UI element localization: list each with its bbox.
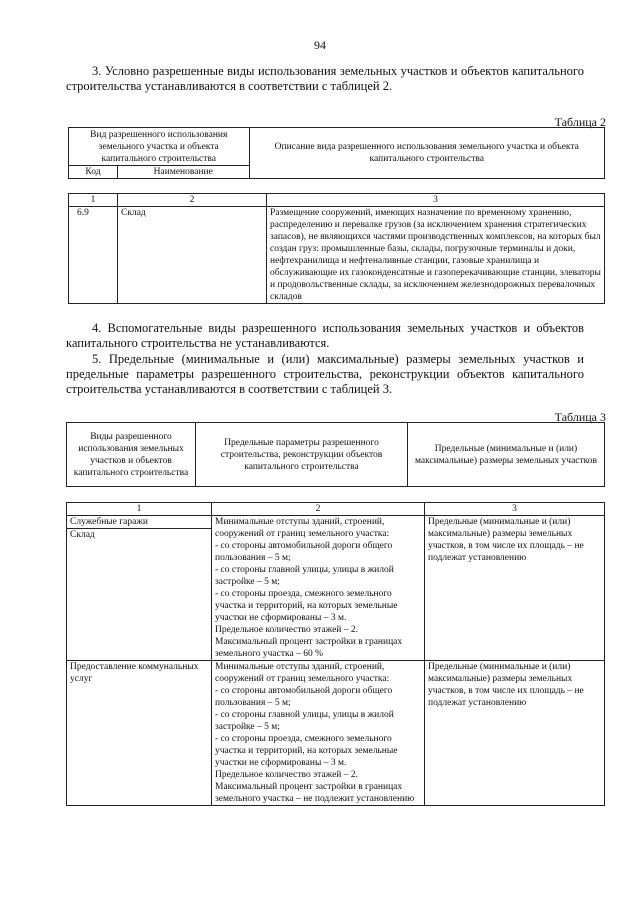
paragraph-4: 4. Вспомогательные виды разрешенного использования земельных участков и объектов капитального строительства не устанавливаются. bbox=[66, 321, 584, 350]
t3-num-3: 3 bbox=[425, 503, 605, 516]
t3-head-params: Предельные параметры разрешенного строительства, реконструкции объектов капитального строительства bbox=[196, 423, 408, 487]
t2-num-2: 2 bbox=[118, 194, 267, 207]
t2-head-use: Вид разрешенного использования земельного участка и объекта капитального строительства bbox=[69, 128, 250, 166]
t3-params-1-line: - со стороны проезда, смежного земельного участка и территорий, на которых земельные участки не сформированы – 3 м. bbox=[215, 589, 398, 623]
t3-head-use: Виды разрешенного использования земельных участков и объектов капитального строительства bbox=[67, 423, 196, 487]
table-3-caption: Таблица 3 bbox=[554, 410, 606, 424]
t3-params-2-line: Максимальный процент застройки в границах земельного участка – не подлежит установлению bbox=[215, 782, 415, 804]
t2-name: Склад bbox=[118, 207, 267, 304]
t3-params-2-line: Минимальные отступы зданий, строений, сооружений от границ земельного участка: bbox=[215, 662, 390, 684]
t3-num-2: 2 bbox=[212, 503, 425, 516]
t3-num-1: 1 bbox=[67, 503, 212, 516]
table-3-body bbox=[66, 502, 605, 806]
table-2-body bbox=[68, 193, 605, 304]
table-row bbox=[69, 207, 605, 304]
t3-size-1: Предельные (минимальные и (или) максимальные) размеры земельных участков, в том числе их площадь – не подлежат установлению bbox=[425, 516, 605, 661]
t2-head-description: Описание вида разрешенного использования земельного участка и объекта капитального строительства bbox=[249, 128, 604, 179]
t3-params-2-line: - со стороны главной улицы, улицы в жилой застройке – 5 м; bbox=[215, 710, 394, 732]
t2-head-code: Код bbox=[69, 166, 118, 179]
t3-use-warehouse: Склад bbox=[67, 529, 212, 661]
t2-description: Размещение сооружений, имеющих назначение по временному хранению, распределению и перевалке грузов (за исключением хранения стратегических запасов), не являющихся частями производственных комплексов, на которых был создан груз: промышленные базы, склады, погрузочные терминалы и доки, нефтехранилища и нефтеналивные станции, газовые хранилища и обслуживающие их газоконденсатные и газоперекачивающие станции, элеваторы и продовольственные склады, за исключением железнодорожных перевалочных складов bbox=[267, 207, 605, 304]
t3-params-1-line: Предельное количество этажей – 2. bbox=[215, 625, 359, 635]
paragraph-5: 5. Предельные (минимальные и (или) максимальные) размеры земельных участков и предельные параметры разрешенного строительства, реконструкции объектов капитального строительства устанавливаются в соответствии с таблицей 3. bbox=[66, 352, 584, 396]
table-row bbox=[67, 661, 605, 806]
t3-use-utilities: Предоставление коммунальных услуг bbox=[67, 661, 212, 806]
table-2-header bbox=[68, 127, 605, 179]
page-number: 94 bbox=[314, 38, 326, 52]
t3-head-size: Предельные (минимальные и (или) максимальные) размеры земельных участков bbox=[408, 423, 605, 487]
table-row bbox=[67, 516, 605, 529]
t3-params-2 bbox=[212, 661, 425, 806]
t3-params-2-line: Предельное количество этажей – 2. bbox=[215, 770, 359, 780]
paragraph-3: 3. Условно разрешенные виды использования земельных участков и объектов капитального строительства устанавливаются в соответствии с таблицей 2. bbox=[66, 64, 584, 93]
t3-params-2-line: - со стороны автомобильной дороги общего пользования – 5 м; bbox=[215, 686, 393, 708]
t3-params-1-line: - со стороны главной улицы, улицы в жилой застройке – 5 м; bbox=[215, 565, 394, 587]
t3-params-2-line: - со стороны проезда, смежного земельного участка и территорий, на которых земельные участки не сформированы – 3 м. bbox=[215, 734, 398, 768]
t3-use-garages: Служебные гаражи bbox=[67, 516, 212, 529]
table-2-caption: Таблица 2 bbox=[554, 115, 606, 129]
t3-params-1 bbox=[212, 516, 425, 661]
t3-params-1-line: Максимальный процент застройки в границах земельного участка – 60 % bbox=[215, 637, 403, 659]
t3-params-1-line: Минимальные отступы зданий, строений, сооружений от границ земельного участка: bbox=[215, 517, 390, 539]
t2-head-name: Наименование bbox=[118, 166, 250, 179]
table-3-header bbox=[66, 422, 605, 487]
t2-num-1: 1 bbox=[69, 194, 118, 207]
t2-num-3: 3 bbox=[267, 194, 605, 207]
t2-code: 6.9 bbox=[69, 207, 118, 304]
t3-size-2: Предельные (минимальные и (или) максимальные) размеры земельных участков, в том числе их площадь – не подлежат установлению bbox=[425, 661, 605, 806]
t3-params-1-line: - со стороны автомобильной дороги общего пользования – 5 м; bbox=[215, 541, 393, 563]
